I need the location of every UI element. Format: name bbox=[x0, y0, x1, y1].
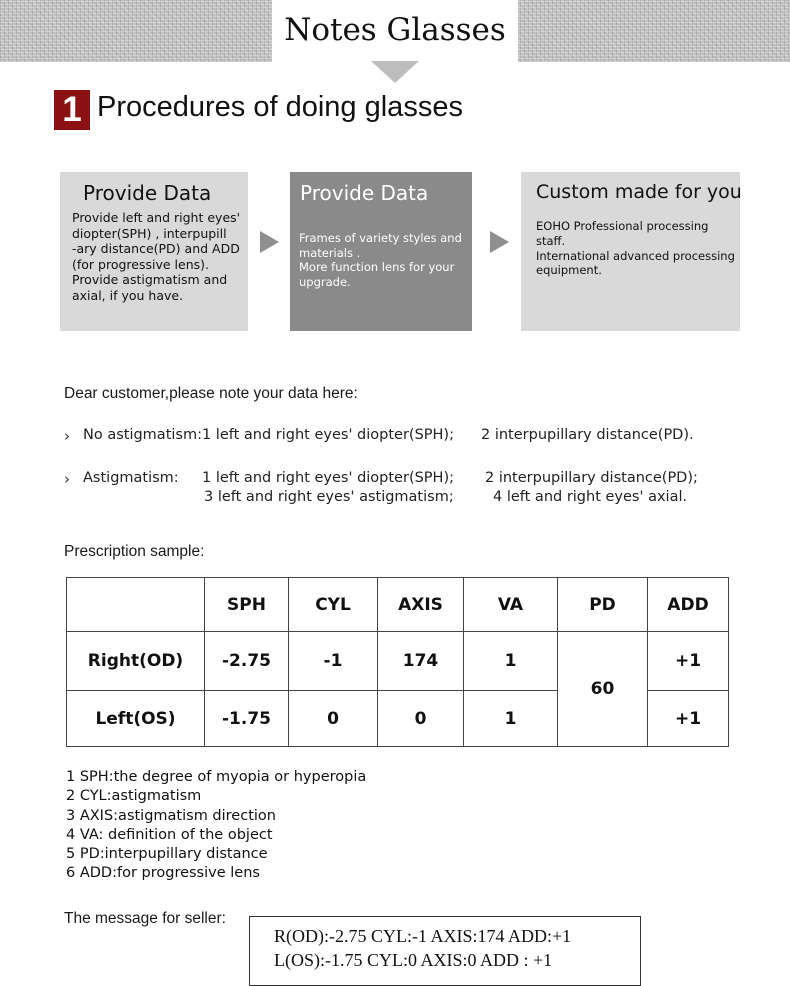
right-axis: 174 bbox=[378, 632, 464, 691]
list-item: 1 SPH:the degree of myopia or hyperopia bbox=[66, 769, 367, 785]
right-cyl: -1 bbox=[289, 632, 378, 691]
step-title: Provide Data bbox=[300, 181, 429, 205]
right-add: +1 bbox=[648, 632, 729, 691]
table-header-cell bbox=[67, 578, 205, 632]
left-sph: -1.75 bbox=[205, 691, 289, 747]
section-title: Procedures of doing glasses bbox=[97, 91, 463, 123]
arrow-right-icon bbox=[260, 231, 279, 253]
row-label-left: Left(OS) bbox=[67, 691, 205, 747]
chevron-right-icon: › bbox=[64, 427, 70, 445]
no-astigmatism-item-2: 2 interpupillary distance(PD). bbox=[481, 427, 694, 443]
step-text: Provide left and right eyes' diopter(SPH) , interpupill -ary distance(PD) and ADD (for progressive lens). Provide astigmatism and axial, if you have. bbox=[72, 210, 241, 303]
step-provide-data bbox=[60, 172, 248, 331]
definitions-list bbox=[66, 768, 366, 884]
left-axis: 0 bbox=[378, 691, 464, 747]
section-number-badge: 1 bbox=[54, 90, 90, 130]
banner-pointer-icon bbox=[371, 61, 419, 83]
table-header-cell: PD bbox=[558, 578, 648, 632]
astigmatism-label: Astigmatism: bbox=[83, 470, 179, 486]
pd-value: 60 bbox=[558, 632, 648, 747]
page-title: Notes Glasses bbox=[284, 12, 506, 48]
list-item: 4 VA: definition of the object bbox=[66, 826, 273, 843]
step-frames bbox=[290, 172, 472, 331]
astigmatism-item-4: 4 left and right eyes' axial. bbox=[493, 489, 688, 505]
step-custom-made bbox=[521, 172, 740, 331]
arrow-right-icon bbox=[490, 231, 509, 253]
prescription-label: Prescription sample: bbox=[64, 543, 205, 560]
left-cyl: 0 bbox=[289, 691, 378, 747]
message-box bbox=[249, 916, 641, 986]
list-item: 6 ADD:for progressive lens bbox=[66, 865, 260, 882]
astigmatism-item-1: 1 left and right eyes' diopter(SPH); bbox=[202, 470, 454, 486]
astigmatism-item-2: 2 interpupillary distance(PD); bbox=[485, 470, 698, 486]
table-header-cell: CYL bbox=[289, 578, 378, 632]
table-header-cell: AXIS bbox=[378, 578, 464, 632]
message-line-right: R(OD):-2.75 CYL:-1 AXIS:174 ADD:+1 bbox=[274, 926, 572, 946]
note-heading: Dear customer,please note your data here: bbox=[64, 385, 358, 402]
step-title: Provide Data bbox=[83, 181, 212, 205]
message-line-left: L(OS):-1.75 CYL:0 AXIS:0 ADD : +1 bbox=[274, 950, 553, 970]
table-header-cell: VA bbox=[464, 578, 558, 632]
list-item: 2 CYL:astigmatism bbox=[66, 788, 202, 805]
row-label-right: Right(OD) bbox=[67, 632, 205, 691]
table-header-cell: SPH bbox=[205, 578, 289, 632]
step-text: Frames of variety styles and materials . More function lens for your upgrade. bbox=[299, 231, 462, 289]
table-header-row bbox=[67, 578, 729, 632]
message-label: The message for seller: bbox=[64, 910, 226, 927]
step-title: Custom made for you bbox=[536, 181, 742, 203]
right-va: 1 bbox=[464, 632, 558, 691]
table-row bbox=[67, 632, 729, 691]
left-va: 1 bbox=[464, 691, 558, 747]
astigmatism-item-3: 3 left and right eyes' astigmatism; bbox=[204, 489, 454, 505]
left-add: +1 bbox=[648, 691, 729, 747]
step-text: EOHO Professional processing staff. International advanced processing equipment. bbox=[536, 219, 735, 278]
header-banner bbox=[0, 0, 790, 62]
prescription-table bbox=[66, 577, 729, 747]
no-astigmatism-label: No astigmatism:1 left and right eyes' diopter(SPH); bbox=[83, 427, 454, 443]
chevron-right-icon: › bbox=[64, 470, 70, 488]
list-item: 5 PD:interpupillary distance bbox=[66, 846, 268, 863]
list-item: 3 AXIS:astigmatism direction bbox=[66, 807, 276, 824]
right-sph: -2.75 bbox=[205, 632, 289, 691]
table-header-cell: ADD bbox=[648, 578, 729, 632]
